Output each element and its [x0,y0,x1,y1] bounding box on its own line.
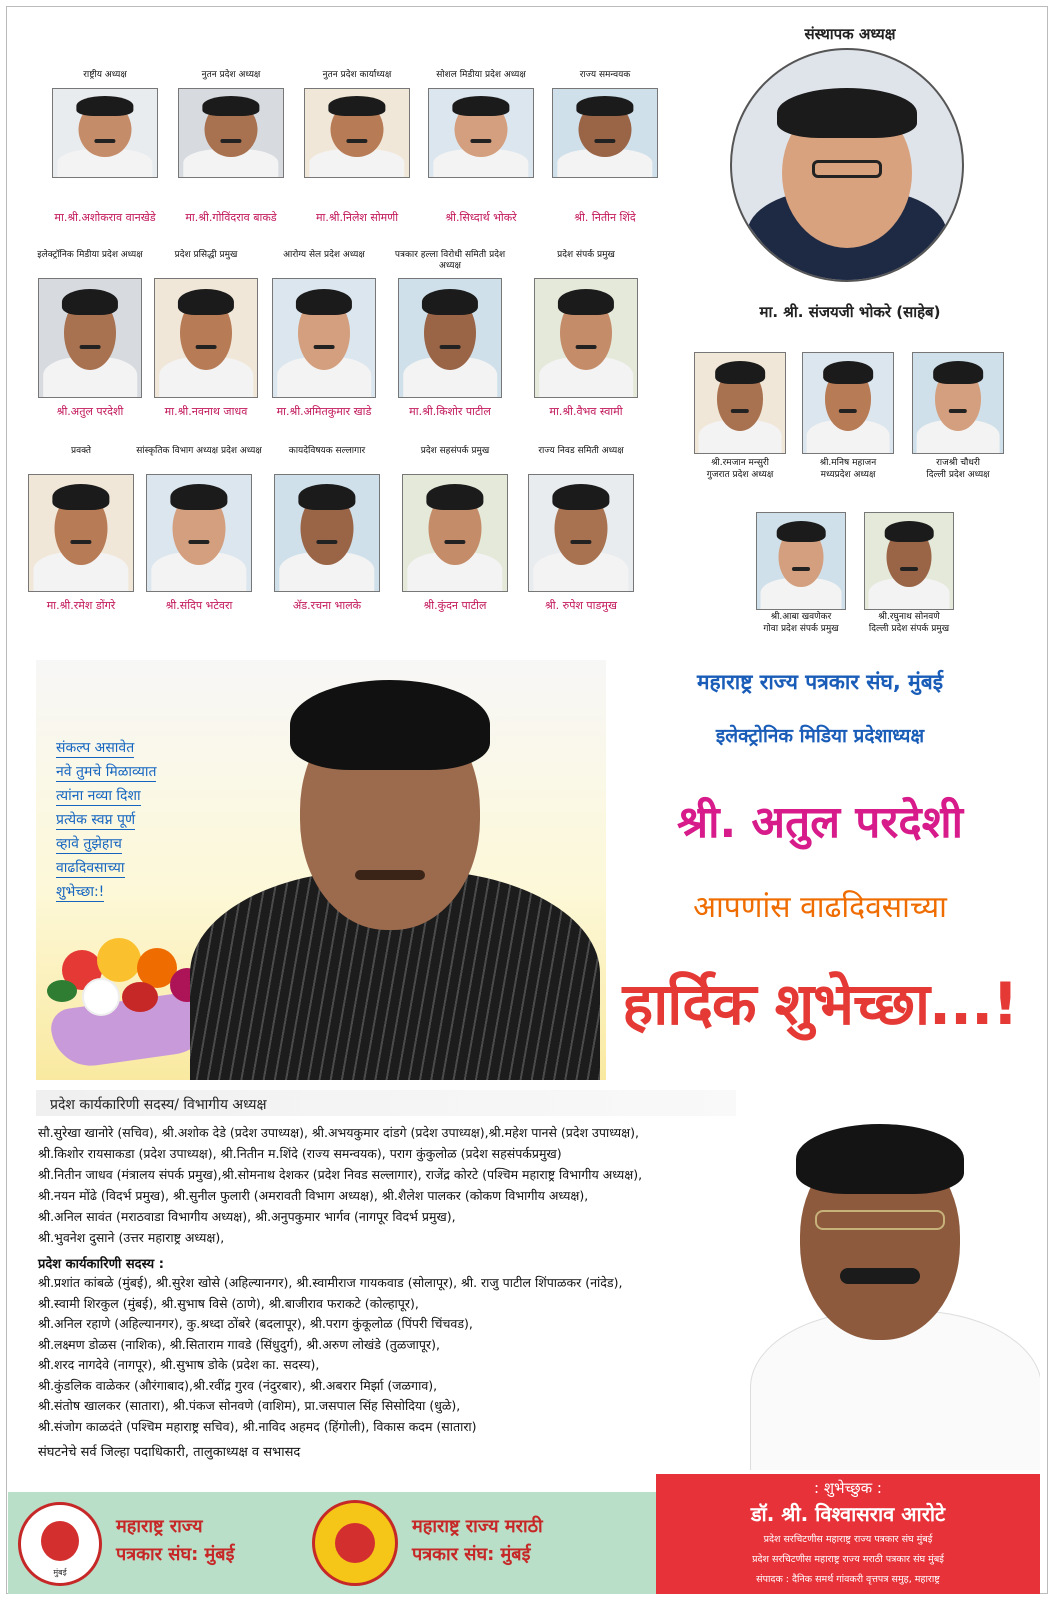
row1-photo-3 [428,88,534,178]
right1-role-1: मध्यप्रदेश अध्यक्ष [820,470,876,480]
row3-photo-0 [28,474,134,592]
poem-line-6: शुभेच्छा:! [56,884,105,900]
row1-photo-0 [52,88,158,178]
member-line-a-0: सौ.सुरेखा खानोरे (सचिव), श्री.अशोक देडे (प्रदेश उपाध्यक्ष), श्री.अभयकुमार दांडगे (प्रदेश उपाध्यक्ष),श्री.महेश पानसे (प्रदेश उपाध्यक्ष), [38,1125,639,1140]
org1-line1: महाराष्ट्र राज्य [116,1516,203,1537]
member-line-b-6: श्री.संतोष खालकर (सातारा), श्री.पंकज सोनवणे (वाशिम), प्रा.जसपाल सिंह सिसोदिया (धुळे), [38,1398,461,1413]
row2-name-1: मा.श्री.नवनाथ जाधव [164,405,248,418]
member-line-b-7: श्री.संजोग काळदंते (पश्चिम महाराष्ट्र सचिव), श्री.नाविद अहमद (हिंगोली), विकास कदम (सातारा) [38,1418,477,1434]
main-portrait [170,640,600,1080]
right1-photo-0 [694,352,786,454]
founder-name: मा. श्री. संजयजी भोकरे (साहेब) [759,303,941,321]
right2-name-0: श्री.आबा खवणेकर [770,612,832,622]
poem-line-1: नवे तुमचे मिळाव्यात [56,764,157,780]
row1-name-1: मा.श्री.गोविंदराव बाकडे [185,211,277,224]
right1-name-1: श्री.मनिष महाजन [819,458,877,468]
well-wisher-line1: प्रदेश सरचिटणीस महाराष्ट्र राज्य पत्रकार संघ मुंबई [763,1534,933,1545]
row2-name-2: मा.श्री.अमितकुमार खाडे [276,405,372,418]
row3-name-3: श्री.कुंदन पाटील [423,599,487,612]
row2-photo-0 [38,278,142,398]
row1-role-2: नुतन प्रदेश कार्याध्यक्ष [322,70,392,80]
row1-photo-1 [178,88,284,178]
right1-name-0: श्री.रमजान मन्सुरी [711,458,769,468]
well-wisher-name: डॉ. श्री. विश्वासराव आरोटे [750,1502,946,1526]
right1-name-2: राजश्री चौधरी [936,458,980,468]
well-wisher-portrait [720,1110,1040,1470]
poem-line-4: व्हावे तुझेहाच [56,836,122,852]
row3-name-4: श्री. रुपेश पाडमुख [545,599,617,612]
member-line-a-3: श्री.नयन मोंढे (विदर्भ प्रमुख), श्री.सुनील फुलारी (अमरावती विभाग अध्यक्ष), श्री.शैलेश पालकर (कोकण विभागीय अध्यक्ष), [38,1188,589,1203]
org-logo-1 [18,1502,102,1586]
banner-person: श्री. अतुल परदेशी [676,797,964,848]
row2-name-4: मा.श्री.वैभव स्वामी [549,405,623,418]
right1-photo-1 [802,352,894,454]
member-line-b-0: श्री.प्रशांत कांबळे (मुंबई), श्री.सुरेश खोसे (अहिल्यानगर), श्री.स्वामीराज गायकवाड (सोलापूर), श्री. राजु पाटील शिंपाळकर (नांदेड), [38,1275,623,1290]
row2-name-0: श्री.अतुल परदेशी [56,405,124,418]
logo1-text: मुंबई [53,1568,67,1577]
row2-photo-4 [534,278,638,398]
row1-name-4: श्री. नितीन शिंदे [574,211,636,224]
members-subheading: प्रदेश कार्यकारिणी सदस्य : [38,1257,164,1272]
member-line-b-1: श्री.स्वामी शिरकुल (मुंबई), श्री.सुभाष विसे (ठाणे), श्री.बाजीराव फराकटे (कोल्हापूर), [38,1295,419,1311]
row2-role-1: प्रदेश प्रसिद्धी प्रमुख [174,250,238,260]
row3-role-2: कायदेविषयक सल्लागार [288,446,366,456]
row3-photo-4 [528,474,634,592]
member-line-b-3: श्री.लक्ष्मण डोळस (नाशिक), श्री.सिताराम गावडे (सिंधुदुर्ग), श्री.अरुण लोखंडे (तुळजापूर), [38,1336,440,1352]
well-wisher-line3: संपादक : दैनिक समर्थ गांवकरी वृत्तपत्र समुह, महाराष्ट्र [756,1574,940,1585]
poem-line-3: प्रत्येक स्वप्न पूर्ण [56,812,136,828]
row1-photo-2 [304,88,410,178]
row3-role-4: राज्य निवड समिती अध्यक्ष [538,446,624,456]
banner-wish-line1: आपणांस वाढदिवसाच्या [693,890,947,925]
row3-photo-3 [402,474,508,592]
row2-role-4: प्रदेश संपर्क प्रमुख [557,250,615,260]
poem-line-2: त्यांना नव्या दिशा [56,788,141,804]
right2-role-0: गोवा प्रदेश संपर्क प्रमुख [763,624,839,634]
org1-line2: पत्रकार संघ: मुंबई [116,1544,235,1565]
row3-name-1: श्री.संदिप भटेवरा [165,599,233,612]
poem-line-5: वाढदिवसाच्या [56,860,125,876]
members-heading: प्रदेश कार्यकारिणी सदस्य/ विभागीय अध्यक्ष [50,1097,267,1113]
founder-title: संस्थापक अध्यक्ष [804,25,896,43]
row3-role-3: प्रदेश सहसंपर्क प्रमुख [420,446,490,456]
row1-photo-4 [552,88,658,178]
row3-role-0: प्रवक्ते [70,446,92,456]
member-line-a-5: श्री.भुवनेश दुसाने (उत्तर महाराष्ट्र अध्यक्ष), [38,1230,225,1245]
member-line-a-2: श्री.नितीन जाधव (मंत्रालय संपर्क प्रमुख),श्री.सोमनाथ देशकर (प्रदेश निवड सल्लागार), राजेंद्र कोरटे (पश्चिम महाराष्ट्र विभागीय अध्यक्ष), [38,1167,643,1182]
row1-role-1: नुतन प्रदेश अध्यक्ष [201,70,261,80]
row2-name-3: मा.श्री.किशोर पाटील [409,405,491,418]
member-line-a-1: श्री.किशोर रायसाकडा (प्रदेश उपाध्यक्ष), श्री.नितीन म.शिंदे (राज्य समन्वयक), पराग कुंकुलोळ (प्रदेश सहसंपर्कप्रमुख) [38,1146,562,1161]
banner-org: महाराष्ट्र राज्य पत्रकार संघ, मुंबई [696,670,944,694]
right2-role-1: दिल्ली प्रदेश संपर्क प्रमुख [868,624,950,634]
right2-photo-0 [756,512,846,610]
row1-name-2: मा.श्री.निलेश सोमणी [315,211,399,224]
row3-photo-1 [146,474,252,592]
right1-role-2: दिल्ली प्रदेश अध्यक्ष [926,470,990,480]
row2-photo-1 [154,278,258,398]
row1-name-3: श्री.सिध्दार्थ भोकरे [445,211,517,224]
members-footer: संघटनेचे सर्व जिल्हा पदाधिकारी, तालुकाध्यक्ष व सभासद [38,1445,301,1460]
row3-photo-2 [274,474,380,592]
row2-photo-3 [398,278,502,398]
banner-post: इलेक्ट्रोनिक मिडिया प्रदेशाध्यक्ष [715,725,925,747]
row1-name-0: मा.श्री.अशोकराव वानखेडे [54,211,156,224]
right2-photo-1 [864,512,954,610]
row1-role-4: राज्य समन्वयक [579,70,631,80]
right1-role-0: गुजरात प्रदेश अध्यक्ष [706,470,774,480]
right1-photo-2 [912,352,1004,454]
well-wisher-line2: प्रदेश सरचिटणीस महाराष्ट्र राज्य मराठी पत्रकार संघ मुंबई [752,1554,944,1565]
row2-role-0: इलेक्ट्रॉनिक मिडीया प्रदेश अध्यक्ष [37,250,143,260]
row2-photo-2 [272,278,376,398]
row1-role-3: सोशल मिडीया प्रदेश अध्यक्ष [436,70,526,80]
org2-line1: महाराष्ट्र राज्य मराठी [412,1516,543,1537]
poem-line-0: संकल्प असावेत [56,740,135,756]
org2-line2: पत्रकार संघ: मुंबई [412,1544,531,1565]
row1-role-0: राष्ट्रीय अध्यक्ष [83,70,127,80]
member-line-b-5: श्री.कुंडलिक वाळेकर (औरंगाबाद),श्री.रवींद्र गुरव (नंदुरबार), श्री.अबरार मिर्झा (जळगाव), [38,1377,438,1393]
row3-name-2: ॲड.रचना भालके [292,599,362,612]
banner-wish-line2: हार्दिक शुभेच्छा...! [622,970,1018,1038]
member-line-a-4: श्री.अनिल सावंत (मराठवाडा विभागीय अध्यक्ष), श्री.अनुपकुमार भार्गव (नागपूर विदर्भ प्रमुख), [38,1209,456,1224]
row2-role-2: आरोग्य सेल प्रदेश अध्यक्ष [283,250,365,260]
row2-role-3: पत्रकार हल्ला विरोधी समिती प्रदेश अध्यक्ष [394,250,506,271]
member-line-b-4: श्री.शरद नागदेवे (नागपूर), श्री.सुभाष डोके (प्रदेश का. सदस्य), [38,1357,320,1372]
right2-name-1: श्री.रघुनाथ सोनवणे [878,612,940,622]
org-logo-2 [312,1500,398,1586]
row3-name-0: मा.श्री.रमेश डोंगरे [46,599,116,612]
member-line-b-2: श्री.अनिल रहाणे (अहिल्यानगर), कु.श्रध्दा ठोंबरे (बदलापूर), श्री.पराग कुंकूलोळ (पिंपरी चिंचवड), [38,1316,473,1331]
well-wisher-label: : शुभेच्छुक : [814,1479,882,1497]
founder-photo [730,48,964,282]
row3-role-1: सांस्कृतिक विभाग अध्यक्ष प्रदेश अध्यक्ष [136,446,262,456]
